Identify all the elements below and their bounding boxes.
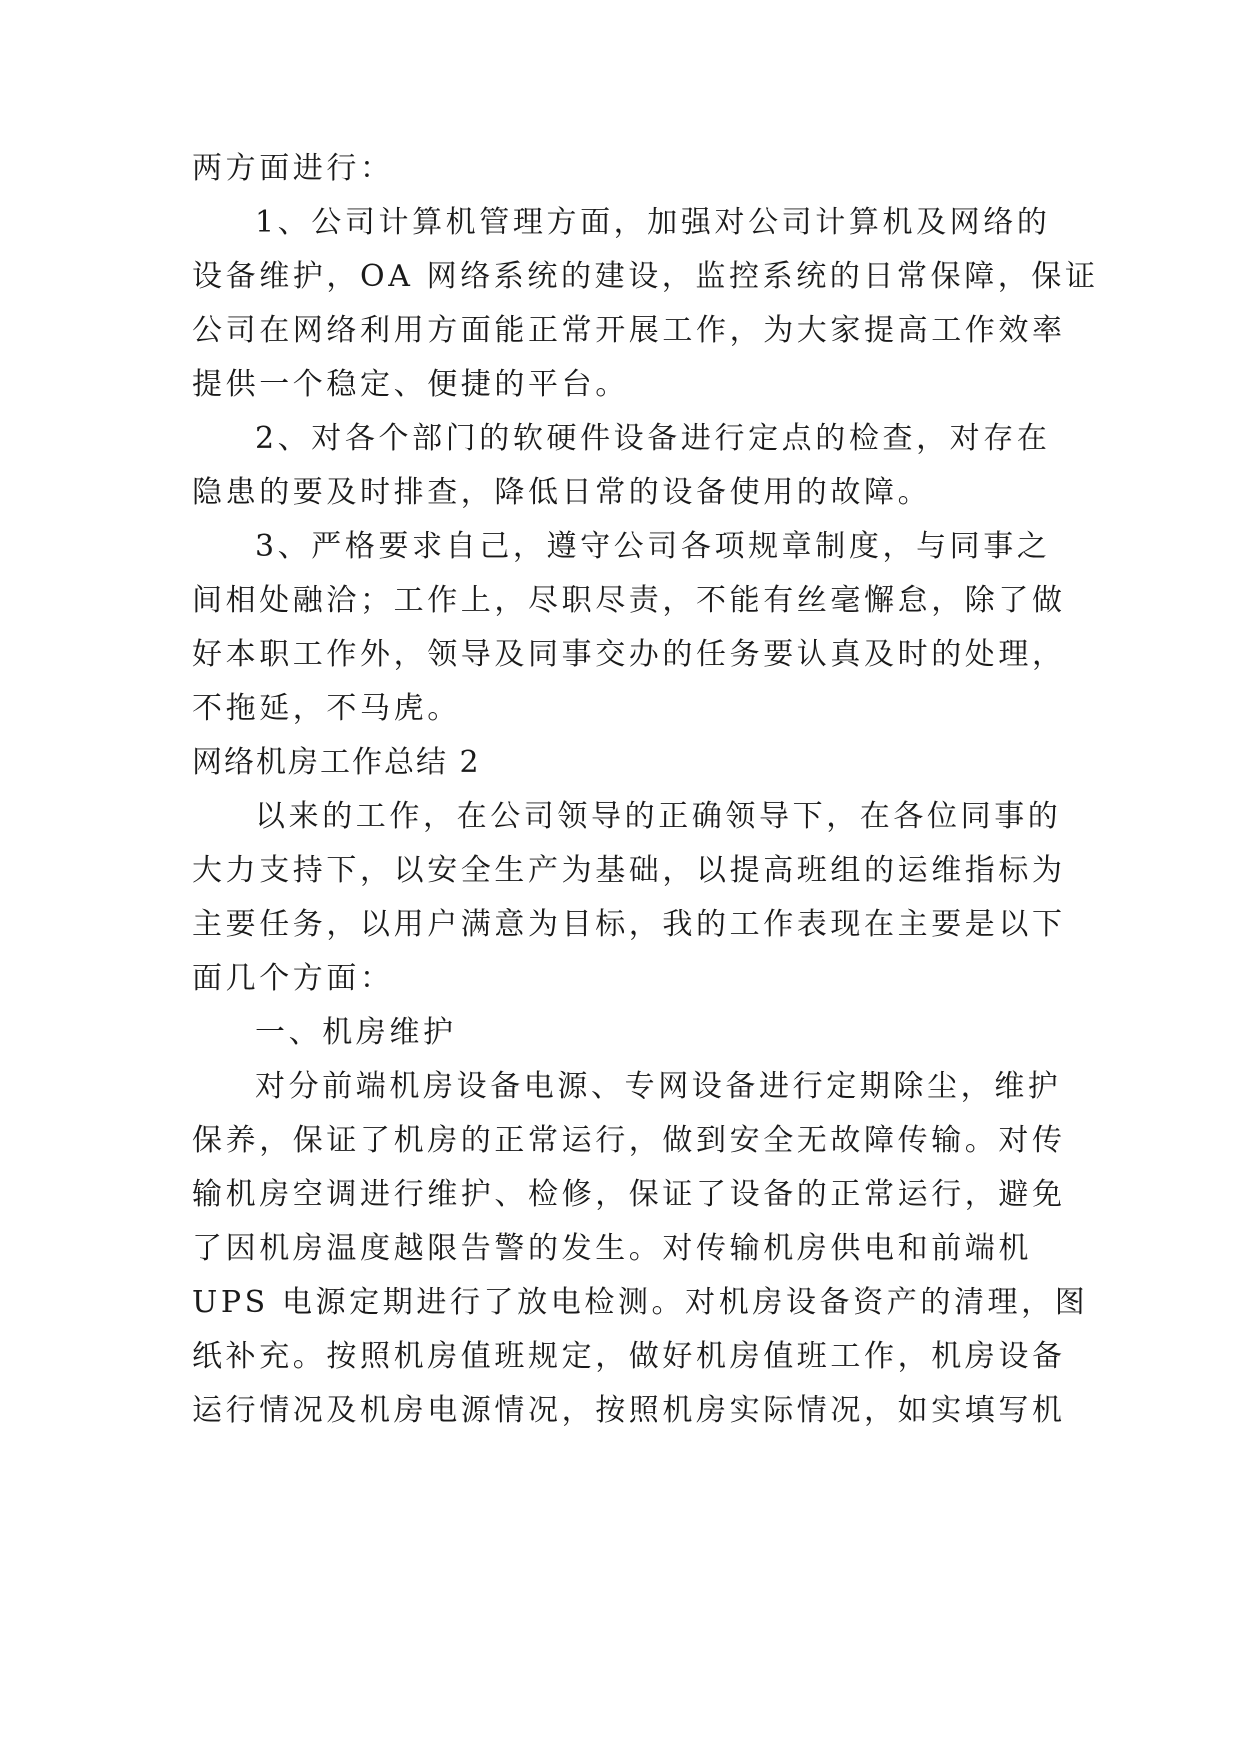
text-line: 大力支持下，以安全生产为基础，以提高班组的运维指标为 bbox=[192, 853, 1066, 888]
section-title: 网络机房工作总结 2 bbox=[192, 745, 481, 780]
text-line: 不拖延，不马虎。 bbox=[192, 691, 461, 726]
text-line: 2、对各个部门的软硬件设备进行定点的检查，对存在 bbox=[255, 421, 1051, 456]
text-line: 运行情况及机房电源情况，按照机房实际情况，如实填写机 bbox=[192, 1393, 1066, 1428]
text-line: 提供一个稳定、便捷的平台。 bbox=[192, 367, 629, 402]
text-line: 公司在网络利用方面能正常开展工作，为大家提高工作效率 bbox=[192, 313, 1066, 348]
text-line: 主要任务，以用户满意为目标，我的工作表现在主要是以下 bbox=[192, 907, 1066, 942]
text-line: 隐患的要及时排查，降低日常的设备使用的故障。 bbox=[192, 475, 932, 510]
text-line: 间相处融洽；工作上，尽职尽责，不能有丝毫懈怠，除了做 bbox=[192, 583, 1066, 618]
text-line: 了因机房温度越限告警的发生。对传输机房供电和前端机 bbox=[192, 1231, 1032, 1266]
text-line: 设备维护，OA 网络系统的建设，监控系统的日常保障，保证 bbox=[192, 259, 1099, 294]
text-line: 面几个方面： bbox=[192, 961, 394, 996]
text-line: 1、公司计算机管理方面，加强对公司计算机及网络的 bbox=[255, 205, 1051, 240]
text-line: 保养，保证了机房的正常运行，做到安全无故障传输。对传 bbox=[192, 1123, 1066, 1158]
text-line: 对分前端机房设备电源、专网设备进行定期除尘，维护 bbox=[255, 1069, 1062, 1104]
text-line: 输机房空调进行维护、检修，保证了设备的正常运行，避免 bbox=[192, 1177, 1066, 1212]
subsection-title: 一、机房维护 bbox=[255, 1015, 457, 1050]
text-line: 纸补充。按照机房值班规定，做好机房值班工作，机房设备 bbox=[192, 1339, 1066, 1374]
text-line: UPS 电源定期进行了放电检测。对机房设备资产的清理，图 bbox=[192, 1285, 1089, 1320]
text-line: 好本职工作外，领导及同事交办的任务要认真及时的处理， bbox=[192, 637, 1066, 672]
text-line: 两方面进行： bbox=[192, 151, 394, 186]
text-line: 以来的工作，在公司领导的正确领导下，在各位同事的 bbox=[255, 799, 1062, 834]
text-line: 3、严格要求自己，遵守公司各项规章制度，与同事之 bbox=[255, 529, 1051, 564]
